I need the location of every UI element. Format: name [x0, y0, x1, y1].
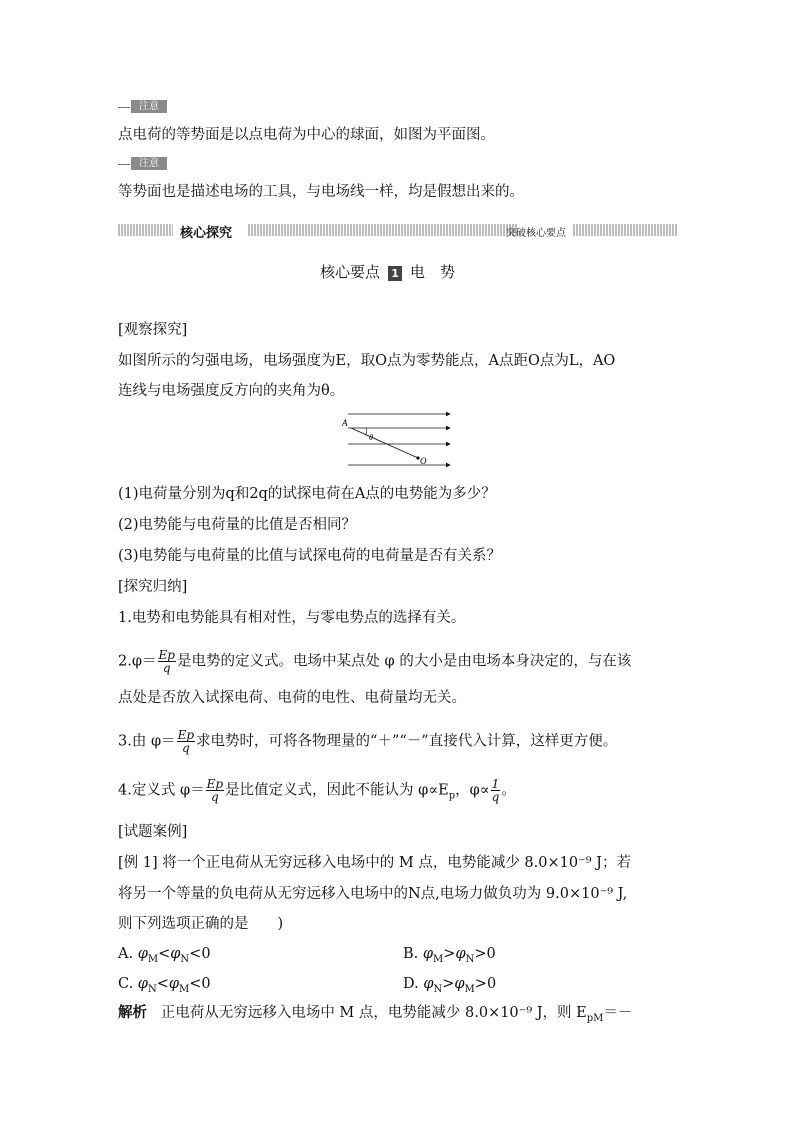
section-banner: 核心探究 突破核心要点: [118, 222, 678, 238]
question: (2)电势能与电荷量的比值是否相同？: [118, 517, 357, 533]
field-figure: [338, 408, 458, 472]
note-text: 等势面也是描述电场的工具，与电场线一样，均是假想出来的。: [118, 184, 524, 200]
subsection-title: [试题案例]: [118, 824, 188, 840]
option-d: D. $\varphi_N>\varphi_M>0$: [403, 976, 497, 995]
option-a: A. $\varphi_M<\varphi_N<0$: [118, 946, 211, 965]
option-c: C. $\varphi_N<\varphi_M<0$: [118, 976, 211, 995]
label-a: A: [342, 418, 348, 428]
label-o: O: [420, 456, 427, 466]
number-badge: 1: [388, 266, 402, 281]
subsection-title: [探究归纳]: [118, 579, 188, 595]
option-b: B. $\varphi_M>\varphi_N>0$: [403, 946, 496, 965]
paragraph: 3.由 φ＝ $\frac{Ep}{q}$ 求电势时，可将各物理量的“＋”“－”直接代入计算，这样更方便。: [118, 728, 618, 755]
page-title: 核心要点 1 电 势: [320, 263, 456, 281]
subsection-title: [观察探究]: [118, 322, 188, 338]
note-text: 点电荷的等势面是以点电荷为中心的球面，如图为平面图。: [118, 127, 495, 143]
fraction: $\frac{Ep}{q}$: [177, 728, 195, 755]
paragraph: 连线与电场强度反方向的夹角为θ。: [118, 383, 345, 399]
fraction: $\frac{Ep}{q}$: [206, 777, 224, 804]
question: (1)电荷量分别为q和2q的试探电荷在A点的电势能为多少？: [118, 486, 496, 502]
paragraph: 1.电势和电势能具有相对性，与零电势点的选择有关。: [118, 610, 466, 626]
question-text: [例 1] 将一个正电荷从无穷远移入电场中的 M 点，电势能减少 8.0×10⁻⁹ J；若: [118, 855, 631, 871]
note-tag: 注意: [118, 100, 168, 114]
label-theta: θ: [369, 433, 373, 442]
fraction: $\frac{Ep}{q}$: [158, 648, 175, 675]
note-tag: 注意: [118, 157, 168, 171]
question-text: 则下列选项正确的是 ): [118, 916, 284, 932]
question: (3)电势能与电荷量的比值与试探电荷的电荷量是否有关系？: [118, 548, 502, 564]
fraction: $\frac{1}{q}$: [491, 777, 500, 804]
paragraph: 如图所示的匀强电场，电场强度为E，取O点为零势能点，A点距O点为L，AO: [118, 353, 616, 369]
analysis: 解析 正电荷从无穷远移入电场中 M 点，电势能减少 8.0×10⁻⁹ J，则 $E_{pM}=-$: [118, 1004, 633, 1024]
question-text: 将另一个等量的负电荷从无穷远移入电场中的N点,电场力做负功为 9.0×10⁻⁹ J,: [118, 886, 628, 902]
paragraph: 2.φ＝ $\frac{Ep}{q}$ 是电势的定义式。电场中某点处 φ 的大小是由电场本身决定的，与在该: [118, 648, 632, 675]
paragraph: 点处是否放入试探电荷、电荷的电性、电荷量均无关。: [118, 690, 466, 706]
paragraph: 4.定义式 φ＝ $\frac{Ep}{q}$ 是比值定义式，因此不能认为 $\varphi\propto E_p$，φ∝ $\frac{1}{q}$ 。: [118, 777, 516, 804]
